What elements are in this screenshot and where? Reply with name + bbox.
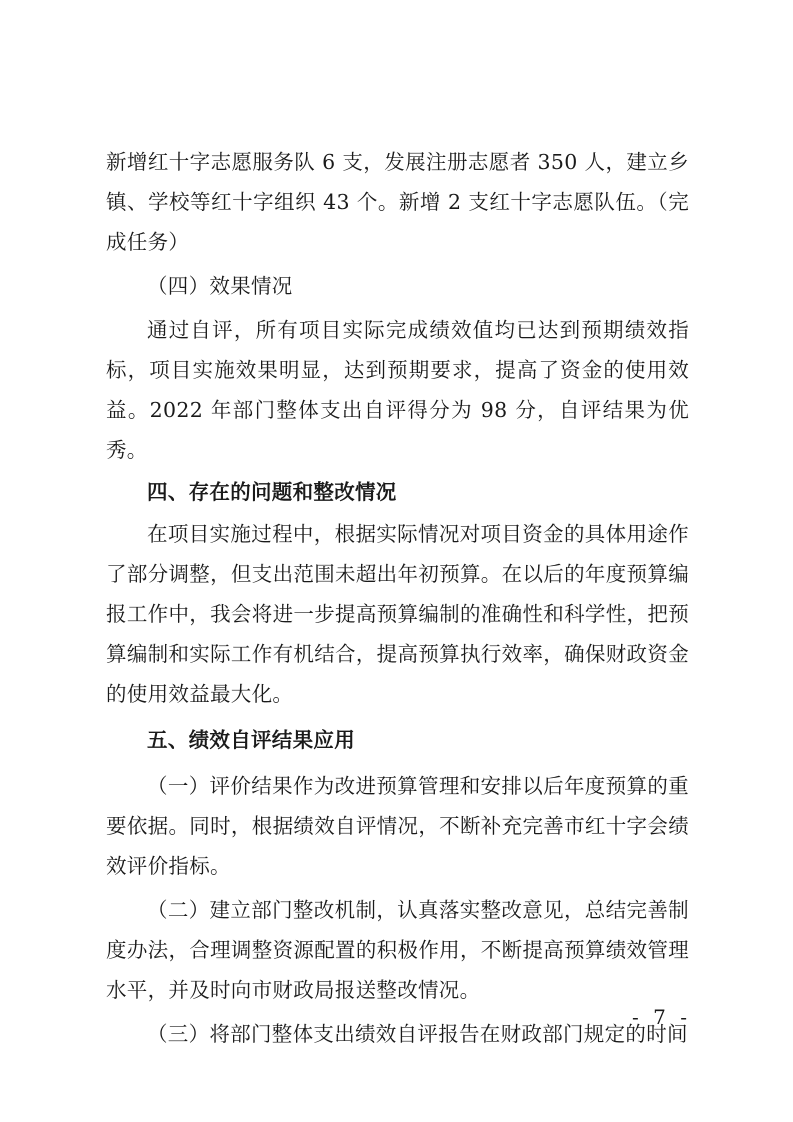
heading-results-application: 五、绩效自评结果应用 bbox=[147, 728, 355, 752]
heading-problems: 四、存在的问题和整改情况 bbox=[147, 480, 397, 504]
paragraph-problems: 在项目实施过程中，根据实际情况对项目资金的具体用途作了部分调整，但支出范围未超出年初预算。在以后的年度预算编报工作中，我会将进一步提高预算编制的准确性和科学性，把预算编制和实际工作有机结合，提高预算执行效率，确保财政资金的使用效益最大化。 bbox=[106, 522, 689, 706]
paragraph-application-1: （一）评价结果作为改进预算管理和安排以后年度预算的重要依据。同时，根据绩效自评情况，不断补充完善市红十字会绩效评价指标。 bbox=[106, 774, 689, 878]
paragraph-self-evaluation: 通过自评，所有项目实际完成绩效值均已达到预期绩效指标，项目实施效果明显，达到预期要求，提高了资金的使用效益。2022 年部门整体支出自评得分为 98 分，自评结果为优秀。 bbox=[106, 318, 689, 462]
document-body bbox=[106, 142, 689, 1054]
page-number: - 7 - bbox=[632, 1005, 691, 1029]
paragraph-application-2: （二）建立部门整改机制，认真落实整改意见，总结完善制度办法，合理调整资源配置的积极作用，不断提高预算绩效管理水平，并及时向市财政局报送整改情况。 bbox=[106, 898, 689, 1002]
paragraph-volunteer-teams: 新增红十字志愿服务队 6 支，发展注册志愿者 350 人，建立乡镇、学校等红十字组织 43 个。新增 2 支红十字志愿队伍。（完成任务） bbox=[106, 150, 689, 254]
subheading-effect: （四）效果情况 bbox=[147, 274, 293, 298]
paragraph-application-3: （三）将部门整体支出绩效自评报告在财政部门规定的时间 bbox=[147, 1022, 688, 1046]
